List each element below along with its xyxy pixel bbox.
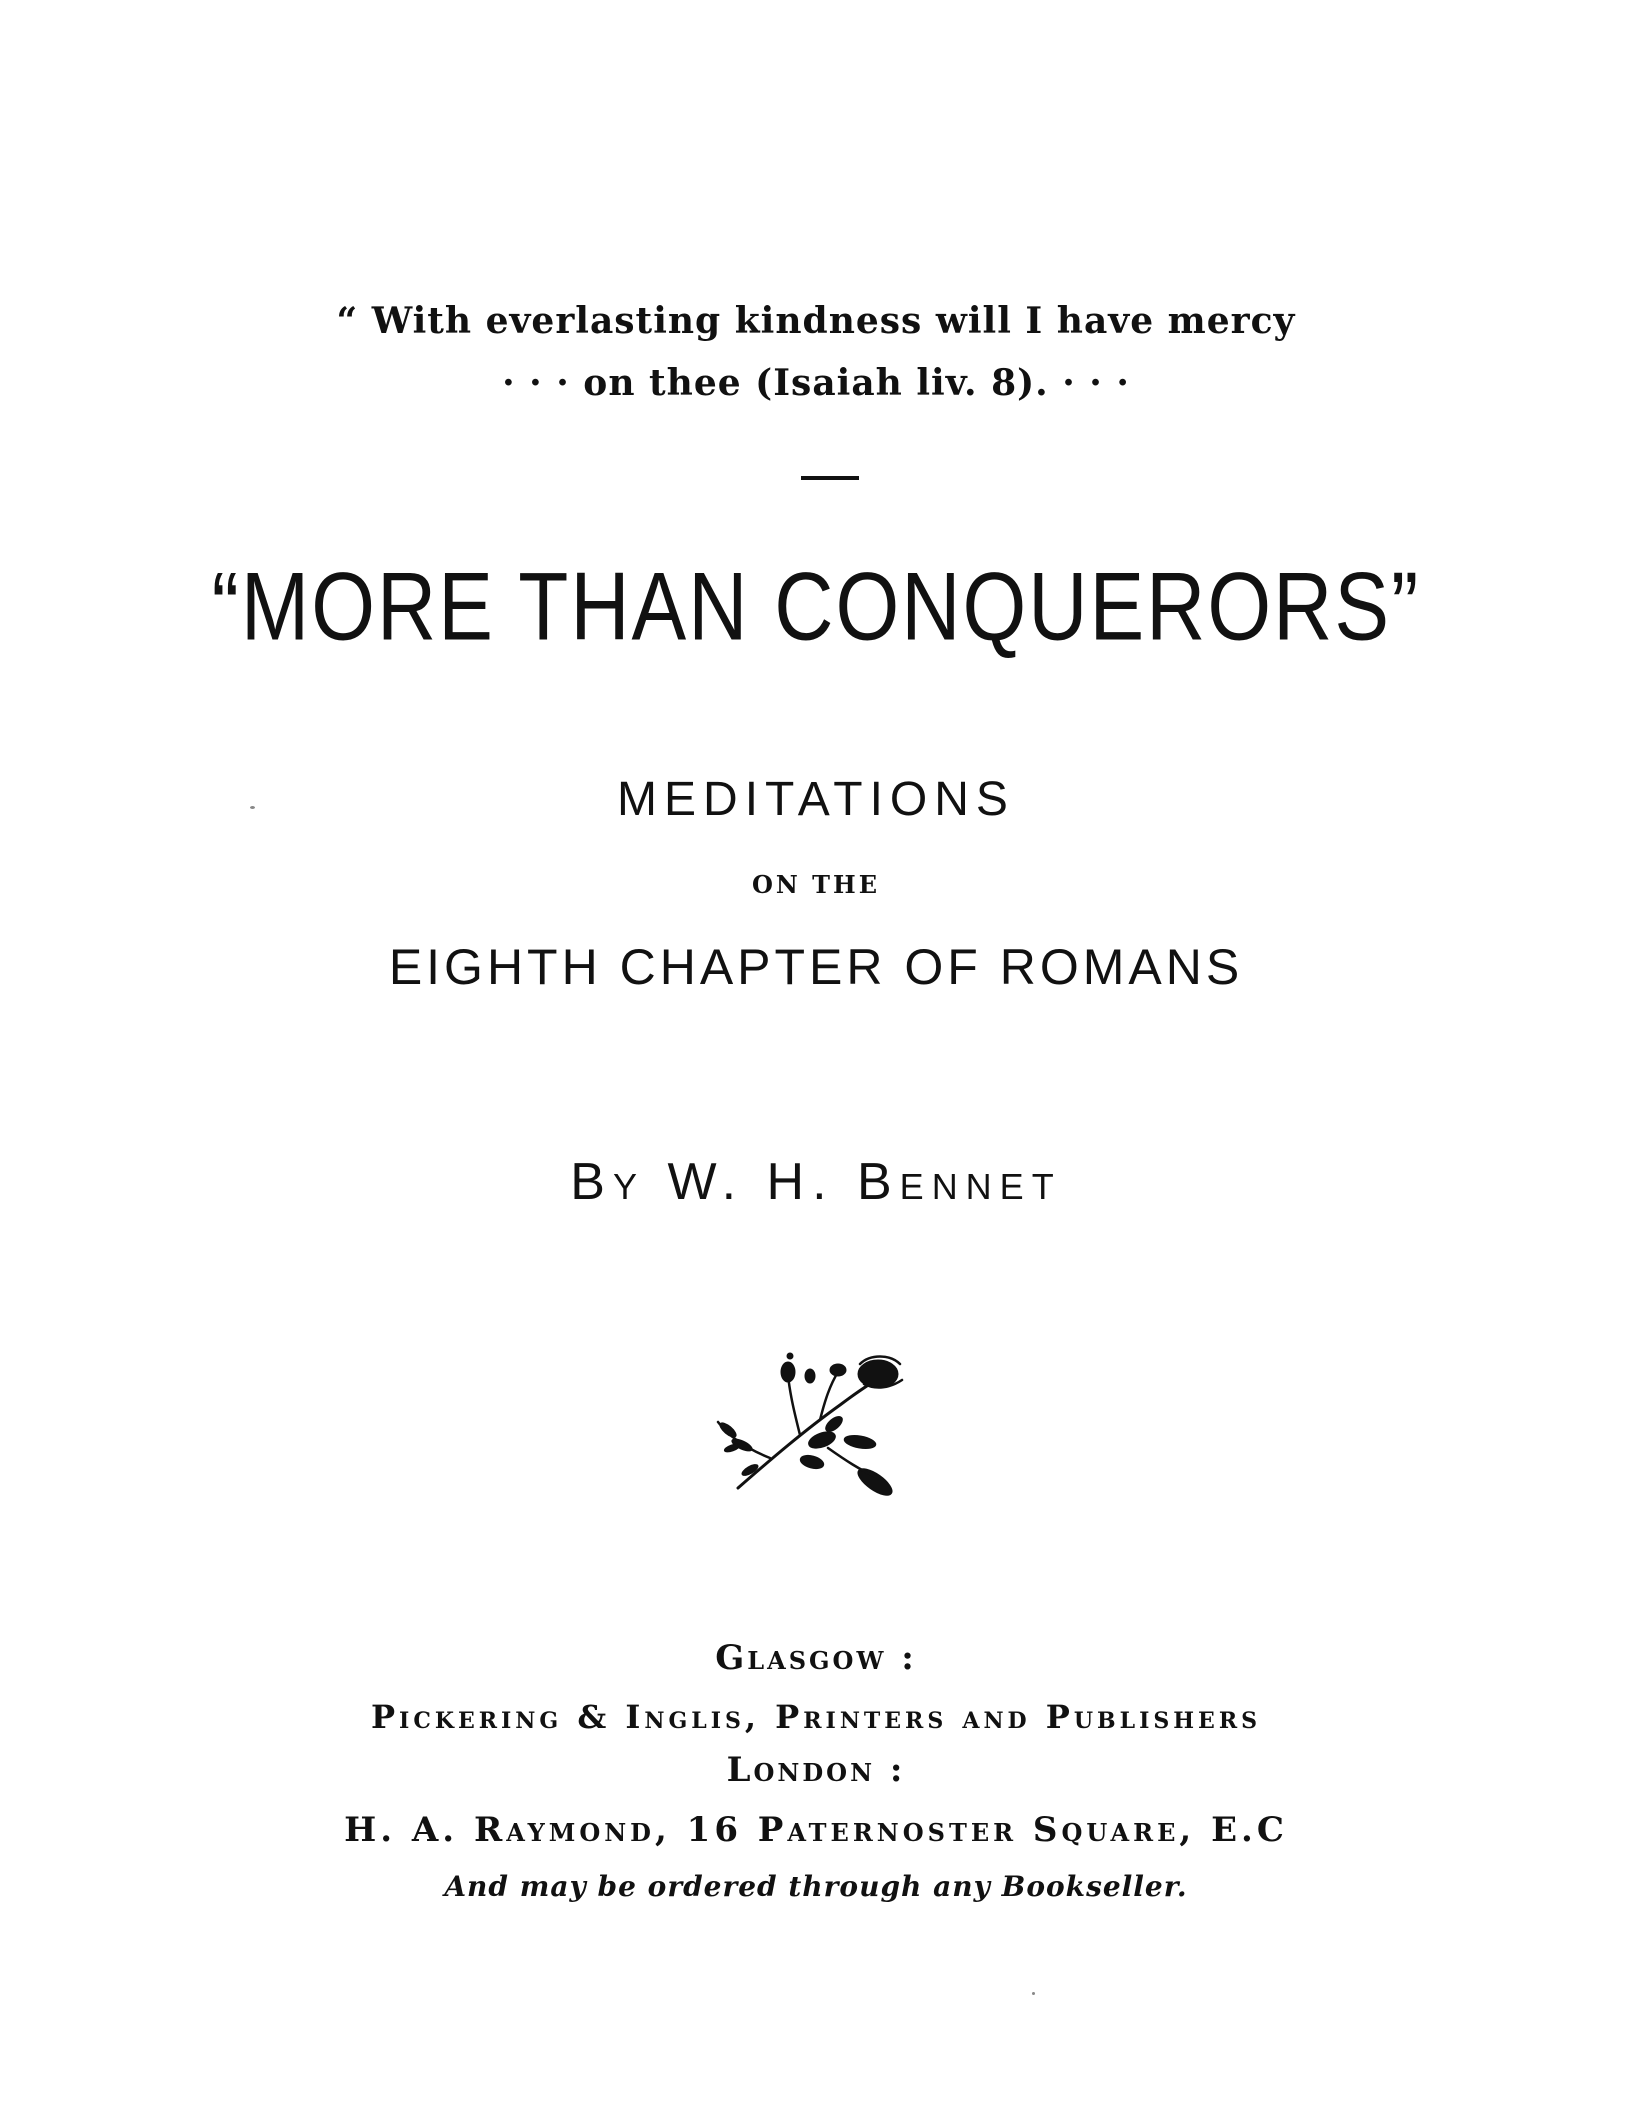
separator-rule [801, 476, 859, 480]
subtitle-line-1: MEDITATIONS [617, 773, 1015, 826]
paper-speck [250, 806, 255, 809]
paper-speck [1032, 1992, 1035, 1995]
imprint-order-note: And may be ordered through any Bookseller. [444, 1870, 1188, 1903]
subtitle-line-3: EIGHTH CHAPTER OF ROMANS [388, 939, 1244, 995]
imprint-city-london: London : [726, 1750, 906, 1790]
subtitle-line-2: ON THE [751, 870, 881, 899]
floral-sprig-icon [710, 1350, 920, 1500]
imprint-city-glasgow: Glasgow : [715, 1638, 917, 1678]
epigraph-line-1: “ With everlasting kindness will I have mercy [336, 300, 1296, 342]
epigraph-line-2: · · · on thee (Isaiah liv. 8). · · · [502, 362, 1130, 404]
imprint-london-publisher: H. A. Raymond, 16 Paternoster Square, E.C [344, 1810, 1288, 1850]
imprint-publishers: Pickering & Inglis, Printers and Publishers [370, 1698, 1261, 1736]
author-line: By W. H. Bennet [570, 1153, 1062, 1211]
book-title: “MORE THAN CONQUERORS” [211, 553, 1421, 661]
